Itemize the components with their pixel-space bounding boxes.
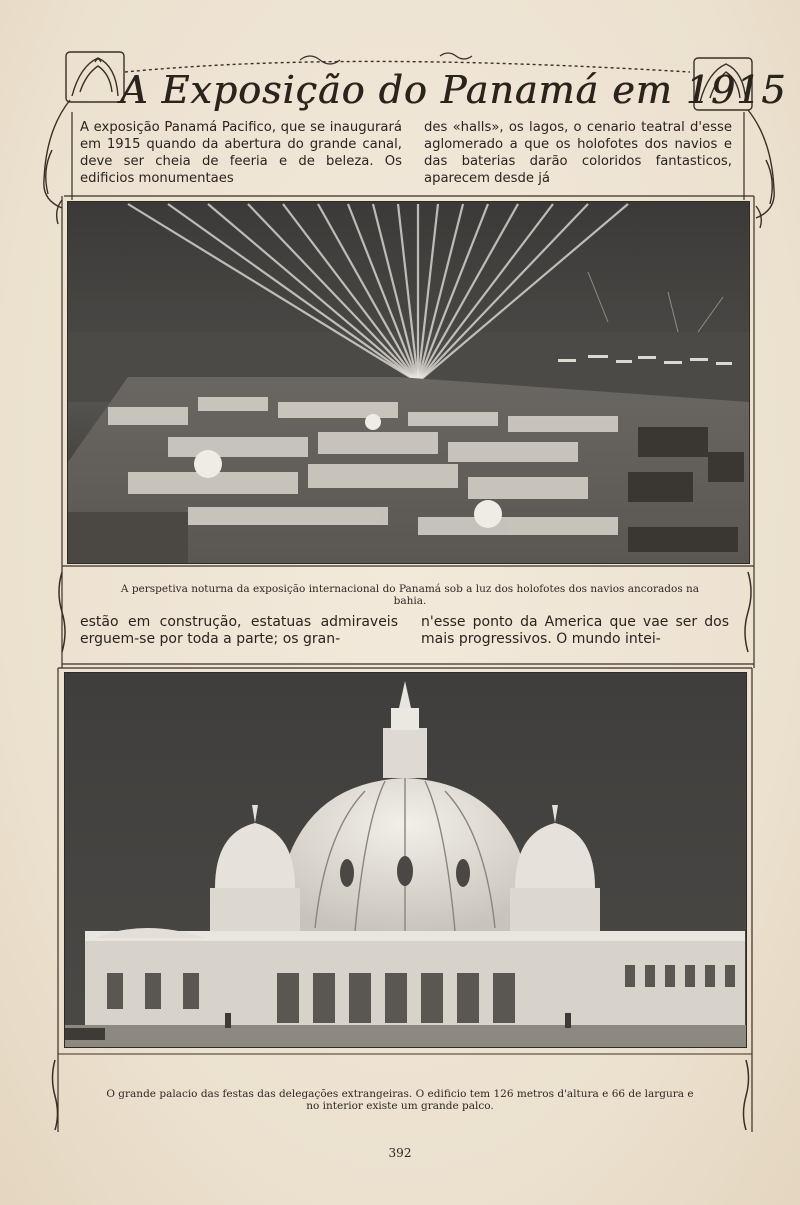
page-number: 392 [388,1146,412,1160]
intro-paragraph-right: des «halls», os lagos, o cenario teatral d'esse aglomerado a que os holofotes dos navios e das baterias darão coloridos fantasticos, aparecem desde já [424,120,732,186]
top-photo-caption: A perspetiva noturna da exposição internacional do Panamá sob a luz dos holofotes dos navios ancorados na bahia. [120,583,700,607]
bottom-photo-caption: O grande palacio das festas das delegações extrangeiras. O edificio tem 126 metros d'altura e 66 de largura e no interior existe um grande palco. [106,1088,694,1112]
exposition-night-photo [67,201,750,564]
article-title: A Exposição do Panamá em 1915 [120,68,787,112]
intro-paragraph-left: A exposição Panamá Pacifico, que se inaugurará em 1915 quando da abertura do grande canal, deve ser cheia de feeria e de beleza. Os edificios monumentaes [80,120,402,186]
festival-palace-photo [64,672,747,1048]
middle-paragraph-left: estão em construção, estatuas admiraveis erguem-se por toda a parte; os gran- [80,614,398,647]
middle-paragraph-right: n'esse ponto da America que vae ser dos mais progressivos. O mundo intei- [421,614,729,647]
